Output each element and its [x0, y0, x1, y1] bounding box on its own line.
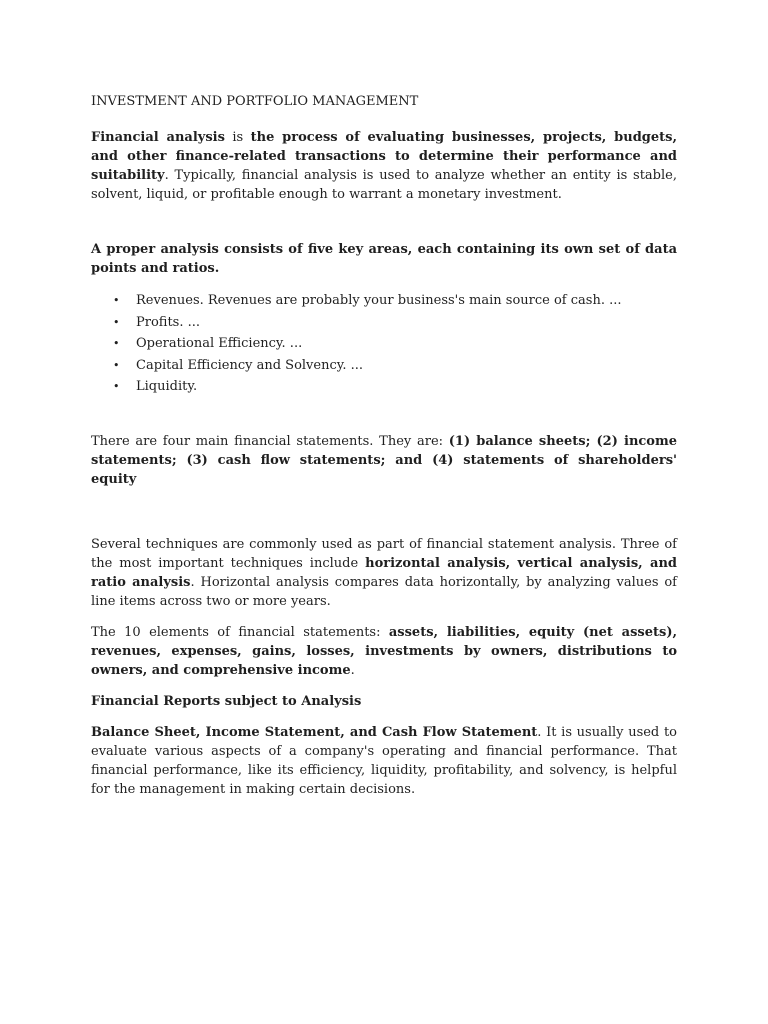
- techniques-segment: horizontal analysis, vertical analysis, and ratio analysis: [91, 555, 678, 590]
- reports-segment: Balance Sheet, Income Statement, and Cash Flow Statement: [91, 724, 538, 740]
- elements-segment: The 10 elements of financial statements:: [91, 624, 389, 640]
- reports-paragraph: [91, 723, 677, 799]
- intro-paragraph: [91, 128, 677, 204]
- intro-segment: is: [224, 130, 251, 145]
- techniques-segment: Several techniques are commonly used as part of financial statement analysis. Three of the most important techniques include: [91, 536, 677, 571]
- statements-segment: There are four main financial statements. They are:: [91, 433, 449, 449]
- list-item: • Revenues. Revenues are probably your business's main source of cash. ...: [91, 290, 677, 312]
- document-title: INVESTMENT AND PORTFOLIO MANAGEMENT: [91, 94, 419, 109]
- key-areas-heading: [91, 240, 677, 278]
- reports-heading: [91, 692, 677, 711]
- statements-segment: (1) balance sheets; (2) income statements; (3) cash flow statements; and (4) statements of shareholders' equity: [91, 433, 678, 487]
- list-item: • Operational Efficiency. ...: [91, 333, 677, 355]
- statements-paragraph: [91, 432, 677, 489]
- intro-segment: Financial analysis: [91, 130, 225, 145]
- list-item: • Capital Efficiency and Solvency. ...: [91, 355, 677, 377]
- elements-paragraph: [91, 623, 677, 680]
- list-item: • Profits. ...: [91, 312, 677, 334]
- key-areas-list: [91, 290, 677, 398]
- key-areas-heading-text: A proper analysis consists of five key areas, each containing its own set of data points and ratios.: [91, 242, 677, 276]
- intro-segment: . Typically, financial analysis is used to analyze whether an entity is stable, solvent, liquid, or profitable enough to warrant a monetary investment.: [91, 168, 677, 202]
- reports-heading-text: Financial Reports subject to Analysis: [91, 693, 362, 709]
- list-item: • Liquidity.: [91, 376, 677, 398]
- techniques-segment: . Horizontal analysis compares data horizontally, by analyzing values of line items across two or more years.: [91, 574, 677, 609]
- techniques-paragraph: [91, 535, 677, 611]
- document-page: [91, 92, 677, 799]
- intro-segment: the process of evaluating businesses, projects, budgets, and other finance-related transactions to determine their performance and suitability: [91, 130, 678, 183]
- elements-segment: .: [350, 662, 355, 678]
- elements-segment: assets, liabilities, equity (net assets), revenues, expenses, gains, losses, investments by owners, distributions to owners, and comprehensive income: [91, 624, 677, 678]
- reports-segment: . It is usually used to evaluate various aspects of a company's operating and financial performance. That financial performance, like its efficiency, liquidity, profitability, and solvency, is helpful for the management in making certain decisions.: [91, 724, 677, 797]
